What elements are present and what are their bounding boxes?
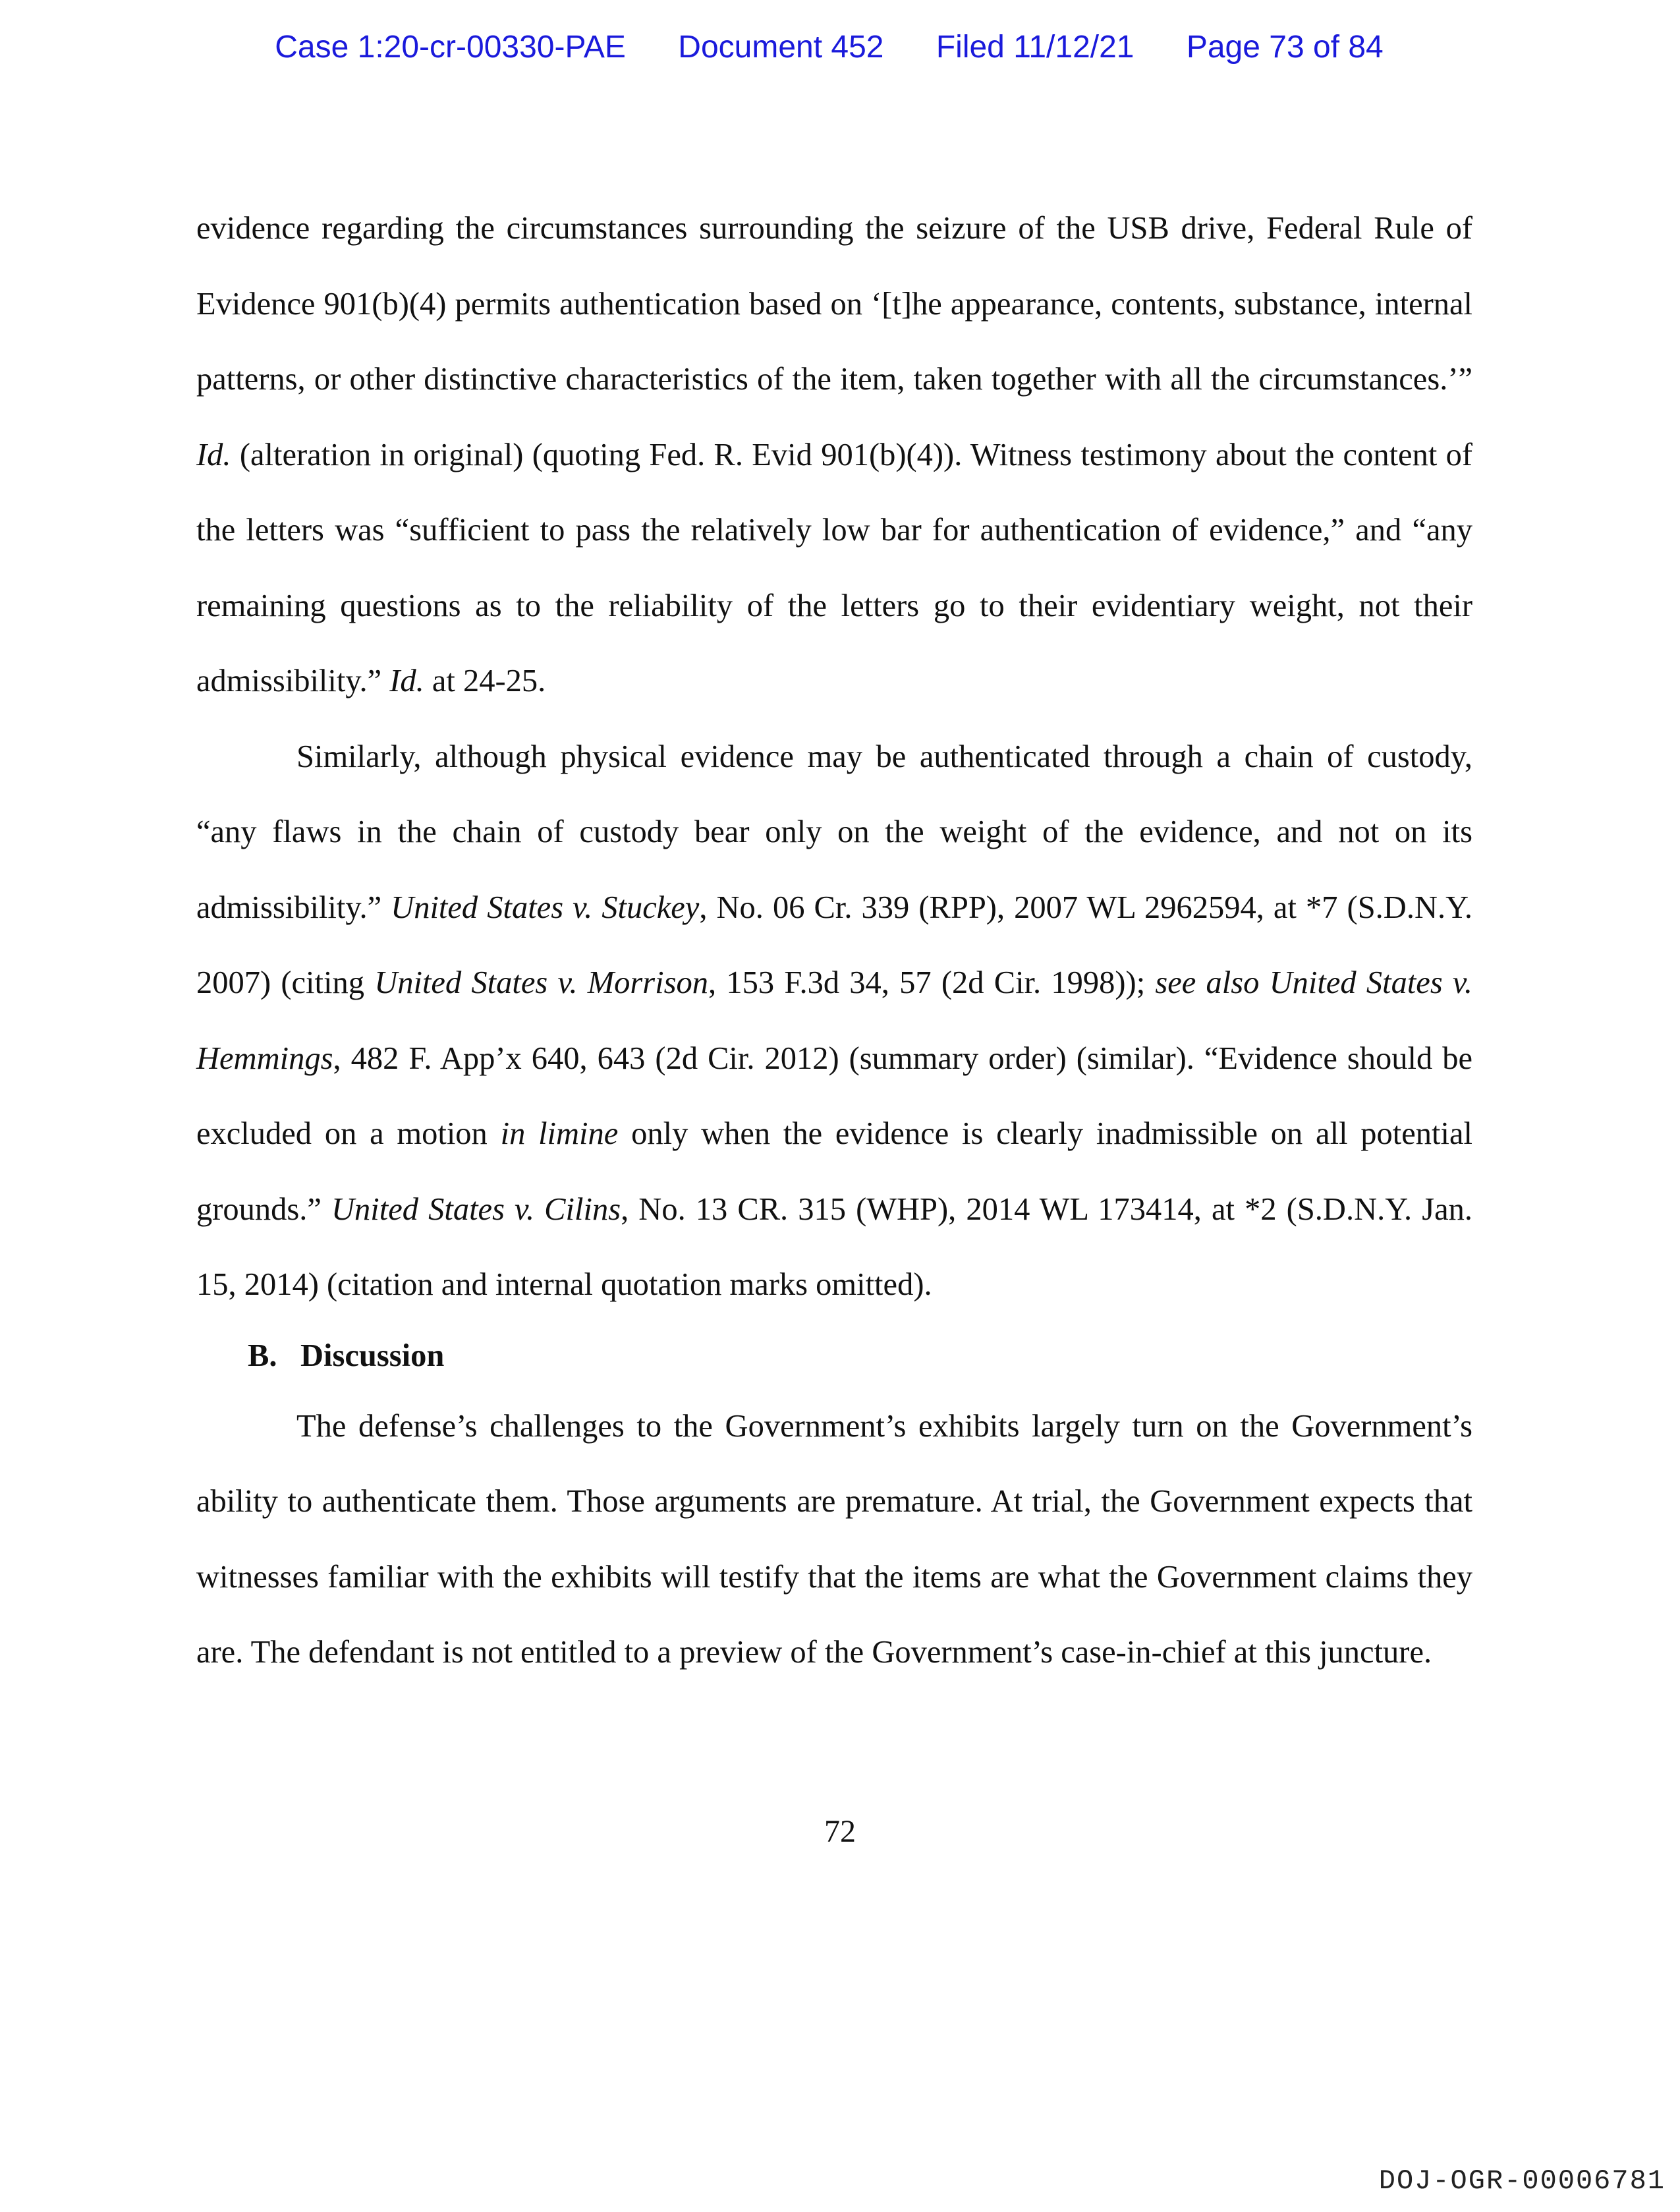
section-letter: B. [248,1338,277,1373]
bates-number: DOJ-OGR-00006781 [1378,2165,1666,2197]
case-header [0,29,1680,65]
page-indicator: Page 73 of 84 [1186,30,1384,65]
section-heading [196,1323,1472,1389]
document-body [196,191,1472,1691]
case-number: Case 1:20-cr-00330-PAE [275,30,626,65]
paragraph-discussion: The defense’s challenges to the Government’s exhibits largely turn on the Government’s ability to authenticate them. Those arguments are premature. At trial, the Government expects that witnesses familiar with the exhibits will testify that the items are what the Government claims they are. The defendant is not entitled to a preview of the Government’s case-in-chief at this juncture. [196,1408,1472,1670]
document-number: Document 452 [678,30,884,65]
filed-date: Filed 11/12/21 [936,30,1134,65]
section-title: Discussion [300,1338,445,1373]
paragraph-continued: evidence regarding the circumstances surrounding the seizure of the USB drive, Federal Rule of Evidence 901(b)(4) permits authentication based on ‘[t]he appearance, contents, substance, internal patterns, or other distinctive characteristics of the item, taken together with all the circumstances.’” Id. (alteration in original) (quoting Fed. R. Evid 901(b)(4)). Witness testimony about the content of the letters was “sufficient to pass the relatively low bar for authentication of evidence,” and “any remaining questions as to the reliability of the letters go to their evidentiary weight, not their admissibility.” Id. at 24-25. [196,211,1472,698]
page-number: 72 [824,1814,856,1849]
paragraph-chain-of-custody: Similarly, although physical evidence may be authenticated through a chain of custody, “any flaws in the chain of custody bear only on the weight of the evidence, and not on its admissibility.” United States v. Stuckey, No. 06 Cr. 339 (RPP), 2007 WL 2962594, at *7 (S.D.N.Y. 2007) (citing United States v. Morrison, 153 F.3d 34, 57 (2d Cir. 1998)); see also United States v. Hemmings, 482 F. App’x 640, 643 (2d Cir. 2012) (summary order) (similar). “Evidence should be excluded on a motion in limine only when the evidence is clearly inadmissible on all potential grounds.” United States v. Cilins, No. 13 CR. 315 (WHP), 2014 WL 173414, at *2 (S.D.N.Y. Jan. 15, 2014) (citation and internal quotation marks omitted). [196,739,1473,1302]
